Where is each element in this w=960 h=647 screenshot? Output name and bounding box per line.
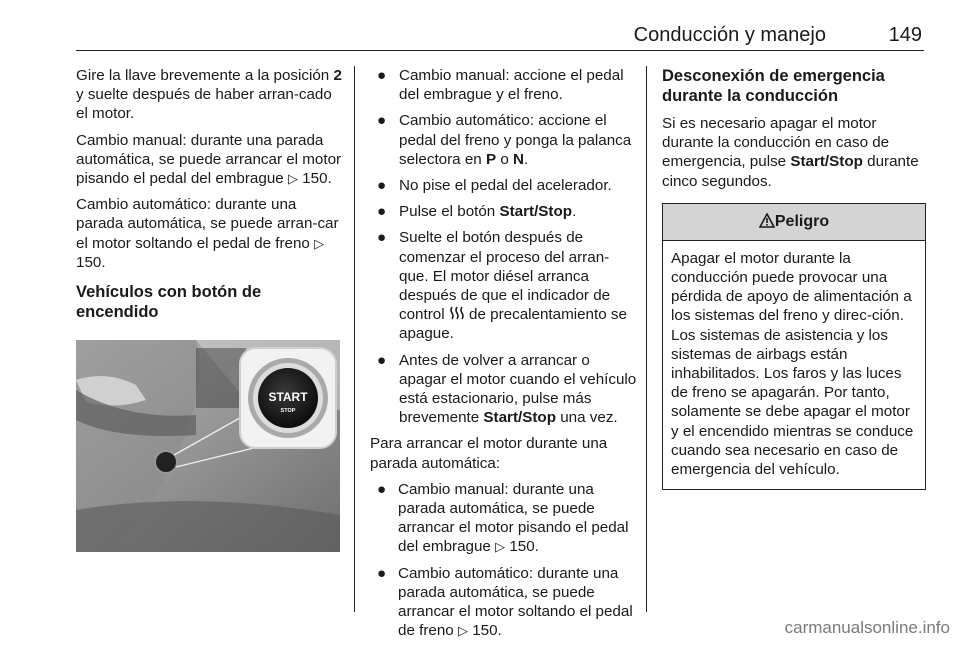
list-item: ● Cambio manual: accione el pedal del embrague y el freno. bbox=[377, 67, 624, 104]
paragraph-automatic: Cambio automático: durante una parada automática, se puede arran-car el motor soltando el pedal de freno ▷ 150. bbox=[76, 196, 339, 271]
list-item: ● Cambio manual: durante una parada automática, se puede arrancar el motor pisando el pedal del embrague ▷ 150. bbox=[377, 480, 629, 556]
bullet-icon: ● bbox=[377, 177, 387, 195]
list-item: ● No pise el pedal del acelerador. bbox=[377, 177, 612, 195]
page-ref-link[interactable]: 150. bbox=[302, 170, 332, 188]
warning-text: Apagar el motor durante la conducción puede provocar una pérdida de apoyo de alimentación a los sistemas del freno y direc-ción. Los sistemas de asistencia y los sistemas de airbags están inhabilitados. Los faros y las luces de freno se apagarán. Por tanto, solamente se debe apagar el motor y el encendido mientras se conduce cuando sea necesario en caso de emergencia del vehículo. bbox=[671, 249, 914, 479]
start-stop-illustration bbox=[76, 340, 340, 552]
start-steps-list bbox=[370, 66, 638, 427]
paragraph-autostop-intro: Para arrancar el motor durante una parada automática: bbox=[370, 435, 608, 472]
paragraph-ignition: Gire la llave brevemente a la posición 2 y suelte después de haber arran-cado el motor. bbox=[76, 67, 342, 123]
page-ref-link[interactable]: 150. bbox=[509, 538, 539, 556]
column-1 bbox=[76, 66, 344, 552]
page-ref-icon: ▷ bbox=[314, 235, 325, 251]
warning-box bbox=[662, 203, 926, 490]
heading-emergency-shutdown: Desconexión de emergencia durante la conducción bbox=[662, 67, 885, 105]
page-ref-icon: ▷ bbox=[287, 171, 298, 187]
warning-header bbox=[663, 204, 925, 241]
list-item: ● Suelte el botón después de comenzar el proceso del arran-que. El motor diésel arranca después de que el indicador de control de precalentamiento se apague. bbox=[377, 229, 627, 343]
page-header bbox=[76, 20, 924, 51]
list-item: ● Cambio automático: accione el pedal del freno y ponga la palanca selectora en P o N. bbox=[377, 112, 632, 168]
bullet-icon: ● bbox=[377, 112, 387, 130]
bullet-icon: ● bbox=[377, 351, 387, 369]
column-3 bbox=[662, 66, 926, 490]
list-item: ● Antes de volver a arrancar o apagar el motor cuando el vehículo está estacionario, pulse más brevemente Start/Stop una vez. bbox=[377, 351, 637, 427]
bullet-icon: ● bbox=[377, 229, 387, 247]
watermark: carmanualsonline.info bbox=[784, 618, 950, 637]
column-divider-2 bbox=[646, 66, 647, 612]
column-2 bbox=[370, 66, 638, 647]
button-label-stop: STOP bbox=[280, 408, 296, 415]
paragraph-emergency: Si es necesario apagar el motor durante la conducción en caso de emergencia, pulse Start/Stop durante cinco segundos. bbox=[662, 115, 919, 190]
column-divider-1 bbox=[354, 66, 355, 612]
page-ref-icon: ▷ bbox=[457, 623, 468, 639]
warning-triangle-icon bbox=[759, 213, 775, 228]
bullet-icon: ● bbox=[377, 480, 387, 498]
paragraph-manual: Cambio manual: durante una parada automática, se puede arrancar el motor pisando el pedal del embrague ▷ 150. bbox=[76, 131, 342, 188]
autostop-list bbox=[370, 480, 638, 641]
bullet-icon: ● bbox=[377, 203, 387, 221]
warning-title: Peligro bbox=[774, 212, 830, 230]
start-stop-button-figure bbox=[76, 340, 340, 552]
section-title: Conducción y manejo bbox=[633, 24, 826, 46]
bullet-icon: ● bbox=[377, 67, 387, 84]
page-number: 149 bbox=[888, 24, 922, 46]
list-item: ● Cambio automático: durante una parada automática, se puede arrancar el motor soltando el pedal de freno ▷ 150. bbox=[377, 564, 633, 640]
page-ref-link[interactable]: 150. bbox=[472, 622, 502, 640]
bullet-icon: ● bbox=[377, 564, 387, 582]
page-ref-link[interactable]: 150. bbox=[76, 253, 106, 271]
page-ref-icon: ▷ bbox=[495, 539, 506, 555]
button-label-start: START bbox=[268, 390, 308, 405]
list-item: ● Pulse el botón Start/Stop. bbox=[377, 203, 577, 221]
preheat-indicator-icon bbox=[449, 306, 465, 320]
heading-start-button: Vehículos con botón de encendido bbox=[76, 283, 262, 322]
